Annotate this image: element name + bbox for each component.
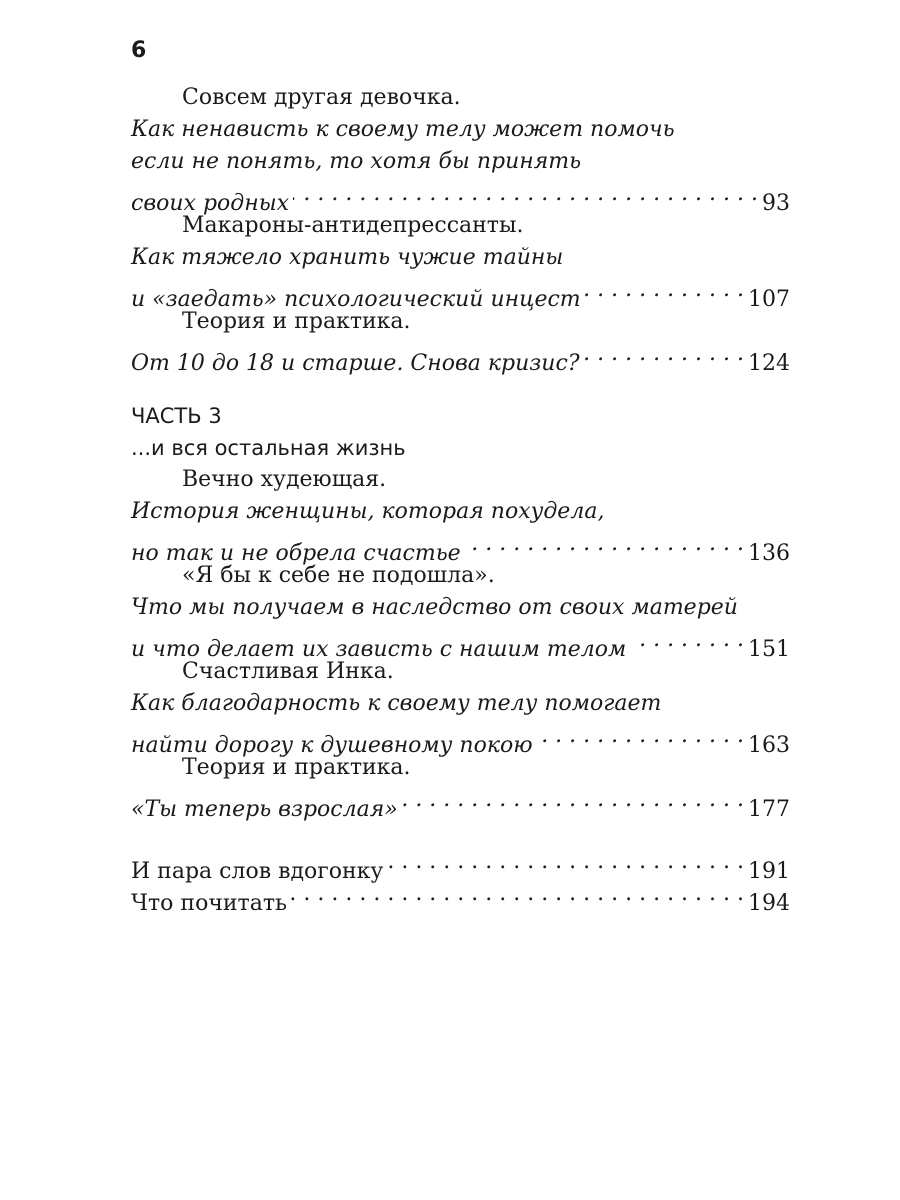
- table-of-contents: [131, 82, 790, 916]
- toc-page-number: 124: [748, 351, 790, 376]
- toc-page-number: 93: [762, 191, 790, 216]
- toc-entry-leader-line[interactable]: [131, 274, 790, 312]
- toc-entry-leader-line[interactable]: [131, 338, 790, 376]
- toc-entry-subtitle: Как благодарность к своему телу помогает: [131, 691, 662, 716]
- dot-leader: [630, 624, 744, 656]
- toc-page-number: 107: [748, 287, 790, 312]
- dot-leader: [537, 720, 744, 752]
- toc-page-number: 136: [748, 541, 790, 566]
- toc-entry-subtitle: История женщины, которая похудела,: [131, 499, 605, 524]
- toc-entry-title: Счастливая Инка.: [182, 659, 394, 684]
- page-number: 6: [131, 38, 147, 63]
- toc-page-number: 151: [748, 637, 790, 662]
- dot-leader: [465, 528, 744, 560]
- toc-entry-title: Вечно худеющая.: [182, 467, 387, 492]
- toc-entry-leader-line[interactable]: [131, 720, 790, 758]
- toc-entry-subtitle: Как тяжело хранить чужие тайны: [131, 245, 564, 270]
- toc-page-number: 194: [748, 891, 790, 916]
- toc-entry-leader-line[interactable]: [131, 784, 790, 822]
- toc-page-number: 177: [748, 797, 790, 822]
- part-label: ЧАСТЬ 3: [131, 404, 222, 428]
- toc-entry-title: Макароны-антидепрессанты.: [182, 213, 524, 238]
- toc-entry-subtitle: От 10 до 18 и старше. Снова кризис?: [131, 351, 580, 376]
- toc-page-number: 163: [748, 733, 790, 758]
- toc-entry-title: «Я бы к себе не подошла».: [182, 563, 495, 588]
- toc-entry-title: Теория и практика.: [182, 309, 411, 334]
- dot-leader: [387, 846, 744, 878]
- toc-entry-subtitle: и что делает их зависть с нашим телом: [131, 637, 627, 662]
- dot-leader: [291, 878, 744, 910]
- toc-entry-title: Теория и практика.: [182, 755, 411, 780]
- dot-leader: [293, 178, 758, 210]
- toc-entry-leader-line[interactable]: [131, 528, 790, 566]
- toc-entry-subtitle: и «заедать» психологический инцест: [131, 287, 581, 312]
- toc-entry-subtitle: «Ты теперь взрослая»: [131, 797, 398, 822]
- toc-entry-leader-line[interactable]: [131, 624, 790, 662]
- toc-entry-subtitle: Как ненависть к своему телу может помочь: [131, 117, 675, 142]
- toc-page-number: 191: [748, 859, 790, 884]
- toc-entry-title: И пара слов вдогонку: [131, 859, 384, 884]
- dot-leader: [402, 784, 744, 816]
- toc-entry-title: Что почитать: [131, 891, 287, 916]
- toc-entry-subtitle: Что мы получаем в наследство от своих матерей: [131, 595, 738, 620]
- toc-entry-subtitle: своих родных: [131, 191, 290, 216]
- dot-leader: [585, 274, 744, 306]
- toc-entry-leader-line[interactable]: [131, 846, 790, 884]
- toc-entry-leader-line[interactable]: [131, 178, 790, 216]
- dot-leader: [584, 338, 744, 370]
- toc-entry-title: Совсем другая девочка.: [182, 85, 461, 110]
- toc-entry-subtitle: найти дорогу к душевному покою: [131, 733, 533, 758]
- toc-entry-subtitle: если не понять, то хотя бы принять: [131, 149, 582, 174]
- toc-entry-subtitle: но так и не обрела счастье: [131, 541, 461, 566]
- part-title: ...и вся остальная жизнь: [131, 436, 406, 460]
